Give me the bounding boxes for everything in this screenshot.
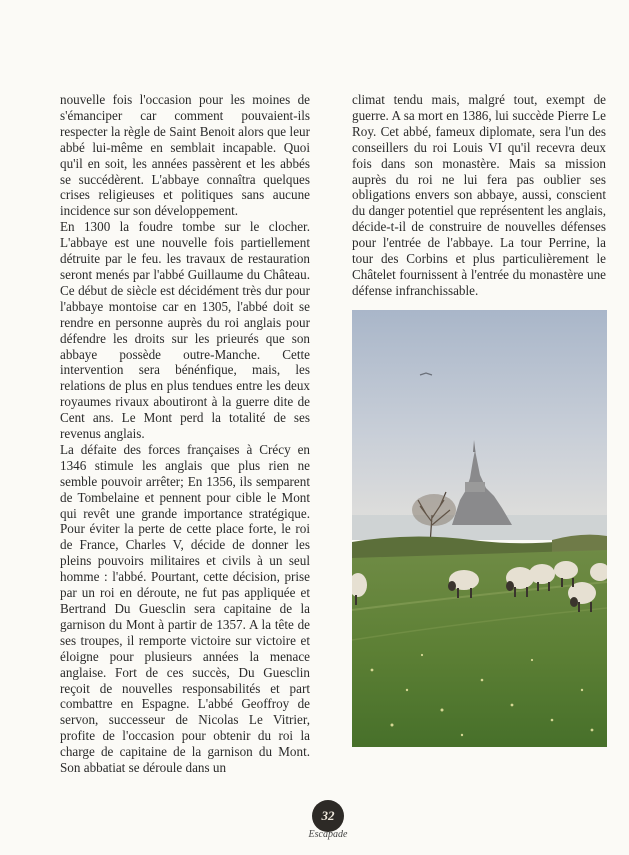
- paragraph: nouvelle fois l'occasion pour les moines de s'émanciper car comment pouvaient-ils respecter la règle de Saint Benoit alors que leur abbé lui-même en semblait incapable. Quoi qu'il en soit, les années passèrent et les abbés se succédèrent. L'abbaye connaîtra quelques crises religieuses et politiques sans aucune incidence sur son développement.: [60, 92, 310, 219]
- text-column-right: [352, 92, 606, 299]
- paragraph: climat tendu mais, malgré tout, exempt de guerre. A sa mort en 1386, lui succède Pierre Le Roy. Cet abbé, fameux diplomate, sera l'un des conseillers du roi Louis VI qu'il recevra deux fois dans son monastère. Mais sa mission auprès du roi ne lui fera pas oublier ses obligations envers son abbaye, aussi, conscient du danger potentiel que représentent les anglais, décide-t-il de construire de nouvelles défenses pour l'entrée de l'abbaye. La tour Perrine, la tour des Corbins et plus particulièrement le Châtelet fournissent à l'entrée du monastère une défense infranchissable.: [352, 92, 606, 298]
- magazine-brand: Escapade: [308, 829, 348, 840]
- photo-mont-saint-michel-sheep: [352, 310, 607, 747]
- paragraph: La défaite des forces françaises à Crécy en 1346 stimule les anglais que plus rien ne semble pouvoir arrêter; En 1356, ils semparent de Tombelaine et pennent pour cible le Mont qui revêt une grande importance stratégique. Pour éviter la perte de cette place forte, le roi de France, Charles V, décide de donner les pleins pouvoirs militaires et civils à un seul homme : l'abbé. Pourtant, cette décision, prise par un roi en déroute, ne fut pas appliquée et Bertrand Du Guesclin sera capitaine de la garnison du Mont à partir de 1357. A la tête de ses troupes, il remporte victoire sur victoire et éloigne pour plusieurs années la menace anglaise. Fort de ces succès, Du Guesclin reçoit de nouvelles responsabilités et part combattre en Espagne. L'abbé Geoffroy de servon, successeur de Nicolas Le Vitrier, profite de l'occasion pour obtenir du roi la charge de capitaine de la garnison du Mont. Son abbatiat se déroule dans un: [60, 441, 310, 776]
- page-number-badge: 32: [312, 800, 344, 832]
- paragraph: En 1300 la foudre tombe sur le clocher. L'abbaye est une nouvelle fois partiellement détruite par le feu. les travaux de restauration seront menés par l'abbé Guillaume du Château. Ce début de siècle est décidément très dur pour l'abbaye montoise car en 1305, l'abbé doit se rendre en personne auprès du roi anglais pour défendre les droits sur les prieurés que son abbaye possède outre-Manche. Cette intervention sera bénénfique, mais, les relations de plus en plus tendues entre les deux royaumes rivaux aboutiront à la guerre dite de Cent ans. Le Mont perd la totalité de ses revenus anglais.: [60, 219, 310, 442]
- text-column-left: [60, 92, 310, 776]
